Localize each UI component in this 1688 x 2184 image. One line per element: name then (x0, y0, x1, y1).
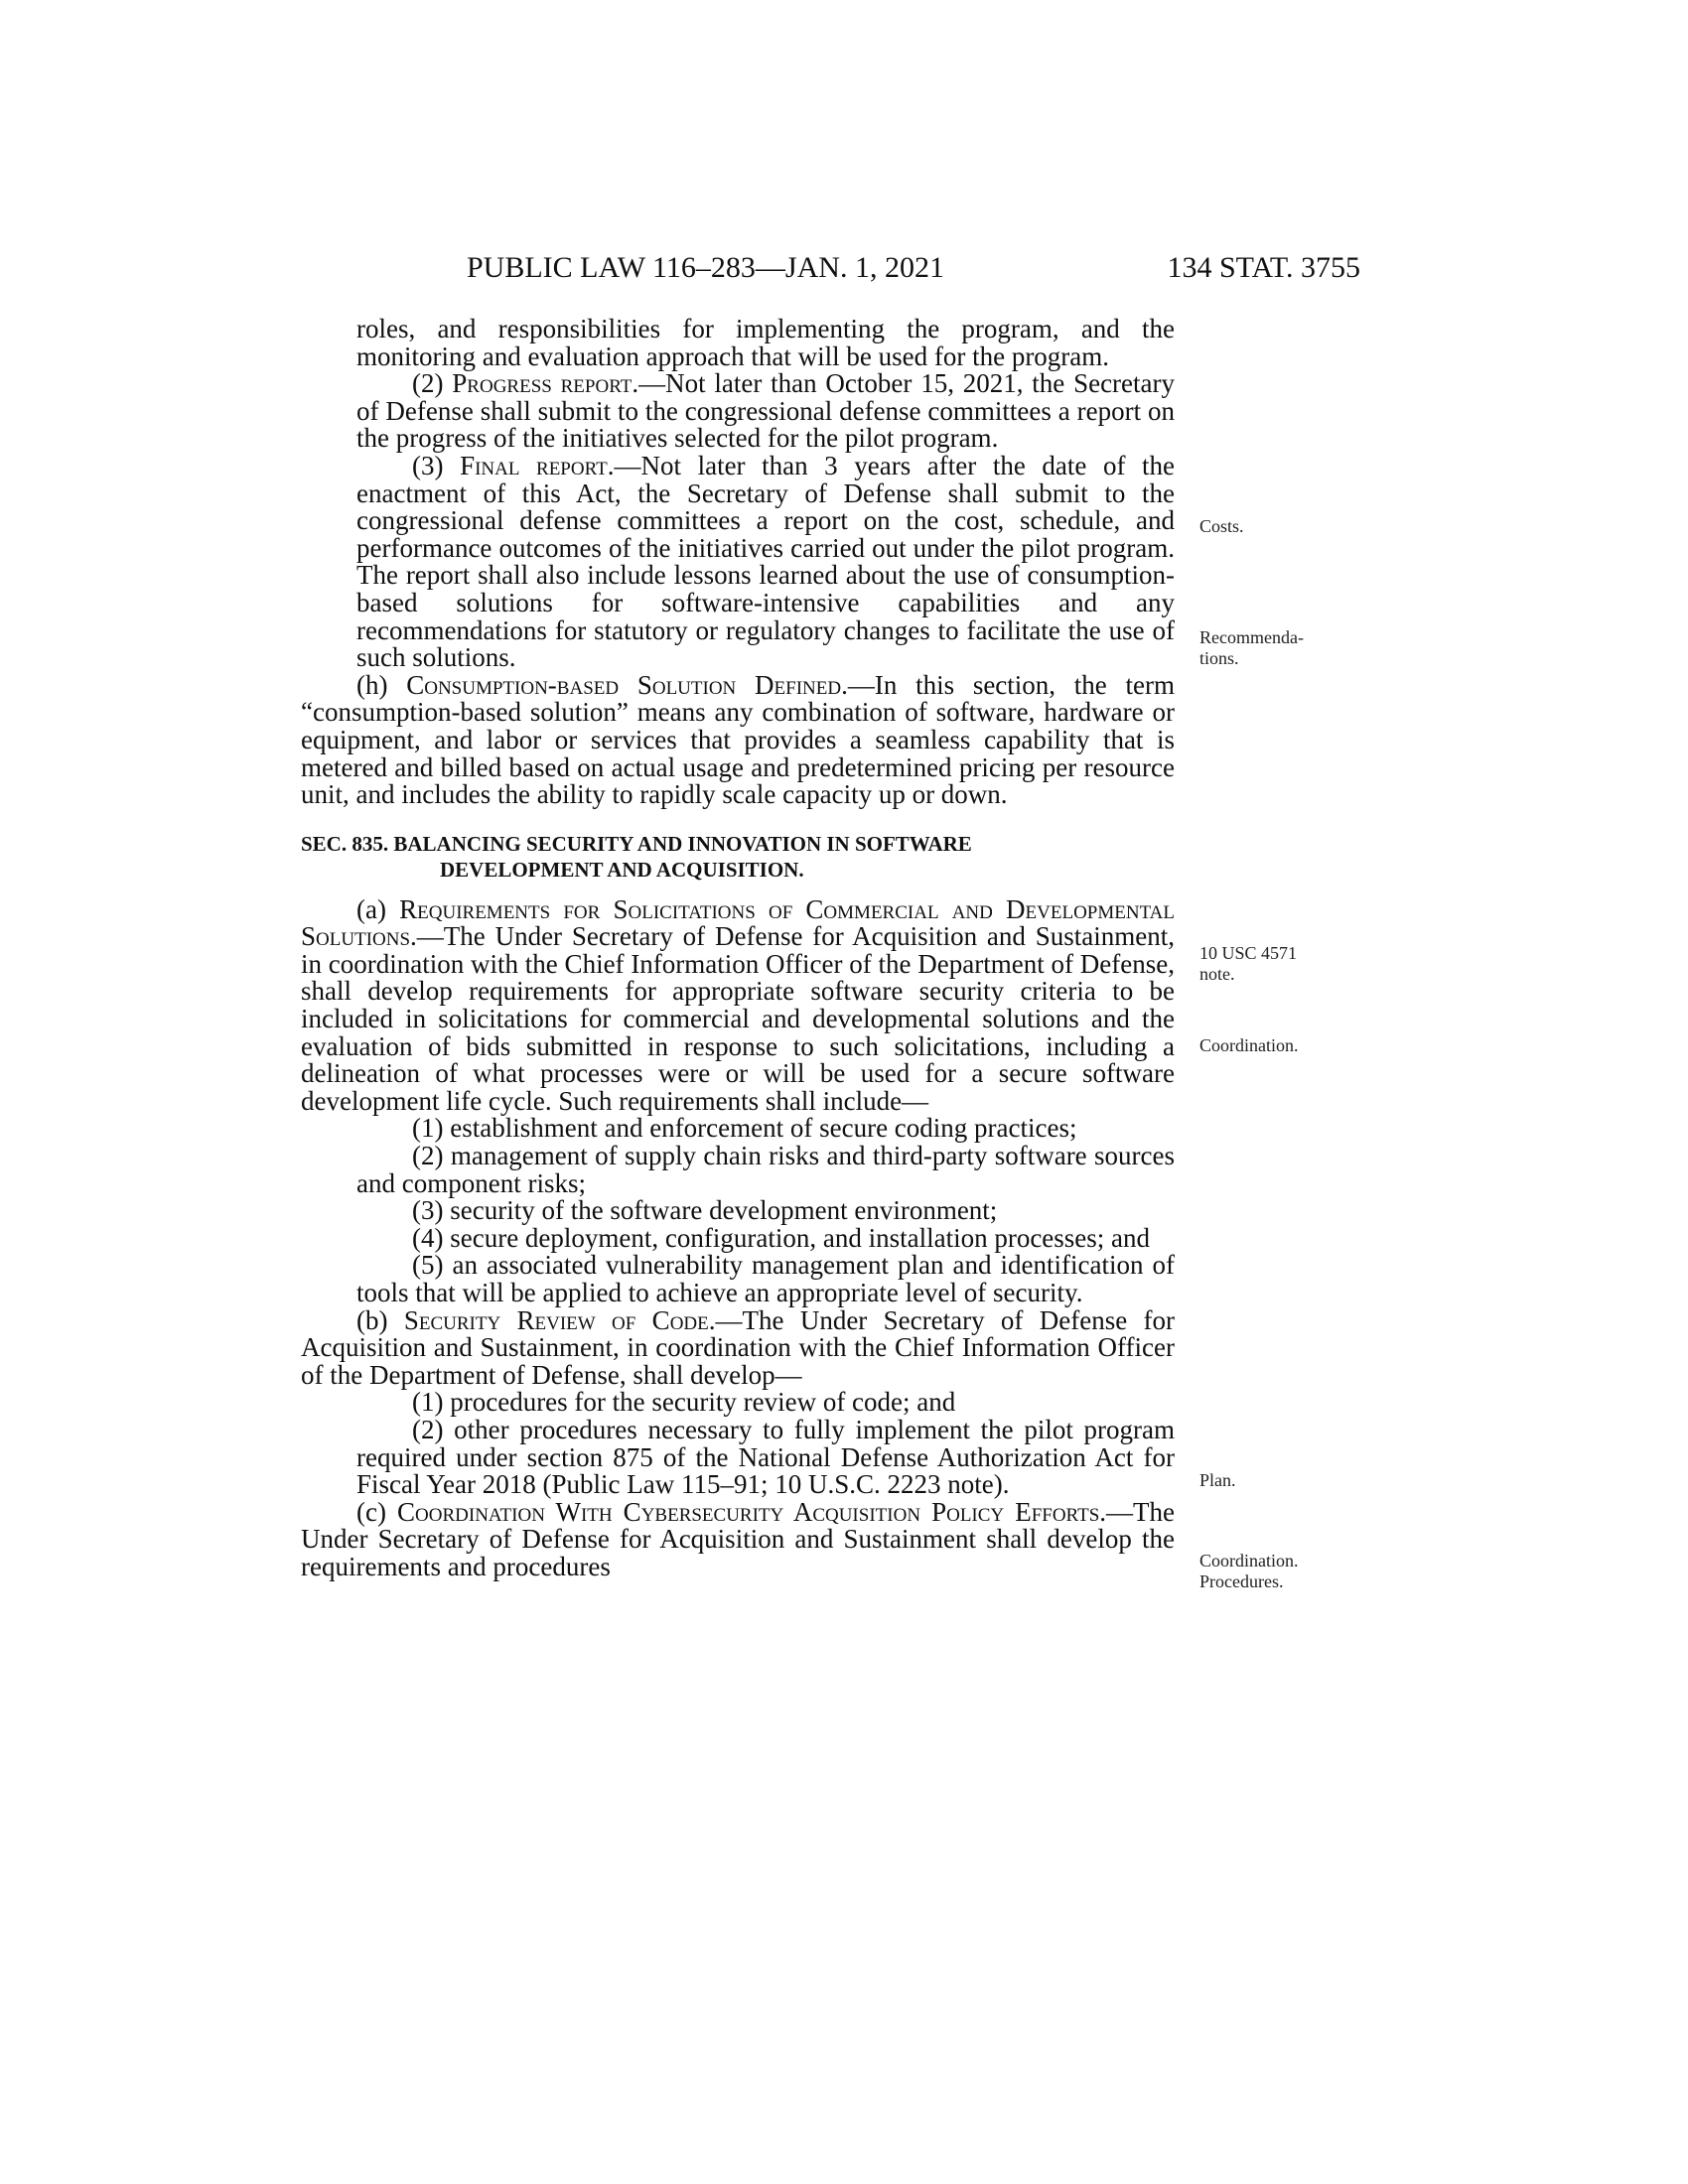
subsection-text: .—The Under Secretary of Defense for Acquisition and Sustainment, in coordination with the Chief Information Officer of the Department of Defense, shall develop requirements for appropriate software security criteria to be included in solicitations for commercial and developmental solutions and the evaluation of bids submitted in response to such solicitations, including a delineation of what processes were or will be used for a secure software development life cycle. Such requirements shall include— (301, 921, 1175, 1116)
subsection-number: (b) (356, 1304, 404, 1335)
header-public-law: PUBLIC LAW 116–283—JAN. 1, 2021 (467, 251, 944, 284)
body-text (301, 316, 1175, 1581)
paragraph-text: .—Not later than 3 years after the date of the enactment of this Act, the Secretary of Defense shall submit to the congressional defense committees a report on the cost, schedule, and performance outcomes of the initiatives carried out under the pilot program. The report shall also include lessons learned about the use of consumption-based solutions for software-intensive capabilities and any recommendations for statutory or regulatory changes to facilitate the use of such solutions. (356, 450, 1175, 673)
paragraph-number: (3) (412, 450, 461, 480)
list-item-a1: (1) establishment and enforcement of secure coding practices; (412, 1113, 1077, 1144)
subsection-a (301, 893, 1175, 1116)
subsection-number: (h) (356, 669, 407, 700)
subsection-text: .—The Under Secretary of Defense for Acquisition and Sustainment, in coordination with the Chief Information Officer of the Department of Defense, shall develop— (301, 1304, 1176, 1390)
paragraph-progress-report (301, 370, 1175, 453)
subsection-text: .—The Under Secretary of Defense for Acquisition and Sustainment shall develop the requirements and procedures (301, 1496, 1175, 1581)
section-heading-line-2: DEVELOPMENT AND ACQUISITION. (440, 857, 804, 882)
section-heading-line-1: SEC. 835. BALANCING SECURITY AND INNOVATION IN SOFTWARE (301, 831, 972, 856)
running-header (467, 248, 1360, 288)
list-item-b2: (2) other procedures necessary to fully implement the pilot program required under section 875 of the National Defense Authorization Act for Fiscal Year 2018 (Public Law 115–91; 10 U.S.C. 2223 note). (356, 1414, 1175, 1500)
list-item-a2: (2) management of supply chain risks and third-party software sources and component risks; (356, 1141, 1175, 1198)
subsection-b (301, 1304, 1176, 1390)
list-item-b1: (1) procedures for the security review of code; and (412, 1387, 956, 1418)
margin-note-line: 10 USC 4571 (1199, 943, 1298, 963)
margin-note-line: Procedures. (1199, 1571, 1284, 1591)
margin-note-recommendations (1199, 627, 1304, 669)
margin-note-coordination-procedures (1199, 1551, 1299, 1592)
margin-note-coordination: Coordination. (1199, 1035, 1299, 1055)
subsection-number: (c) (356, 1496, 398, 1527)
list-item-a3: (3) security of the software development environment; (412, 1195, 998, 1226)
margin-note-line: Recommenda- (1199, 627, 1304, 647)
subsection-heading: Consumption-based Solution Defined (406, 669, 842, 700)
paragraph-number: (2) (412, 368, 453, 399)
margin-note-costs: Costs. (1199, 516, 1244, 536)
subsection-c (301, 1496, 1175, 1581)
margin-note-line: note. (1199, 964, 1235, 984)
list-item-a4: (4) secure deployment, configuration, and installation processes; and (412, 1222, 1151, 1253)
subsection-number: (a) (356, 893, 400, 924)
subsection-h (301, 669, 1176, 810)
paragraph-continuation: roles, and responsibilities for implementing the program, and the monitoring and evaluation approach that will be used for the program. (356, 314, 1175, 371)
margin-note-plan: Plan. (1199, 1470, 1236, 1490)
subsection-heading: Requirements for Solicitations of Commercial and Developmental Solutions (301, 893, 1175, 952)
paragraph-final-report (301, 450, 1175, 673)
margin-note-line: tions. (1199, 648, 1239, 668)
subsection-heading: Security Review of Code (403, 1304, 709, 1335)
paragraph-text: .—Not later than October 15, 2021, the Secretary of Defense shall submit to the congressional defense committees a report on the progress of the initiatives selected for the pilot program. (356, 368, 1176, 454)
paragraph-heading: Progress report (452, 368, 633, 399)
margin-note-line: Coordination. (1199, 1551, 1299, 1570)
header-stat-page: 134 STAT. 3755 (1167, 251, 1360, 284)
list-item-a5: (5) an associated vulnerability management plan and identification of tools that will be applied to achieve an appropriate level of security. (356, 1250, 1175, 1307)
section-heading (301, 831, 1175, 883)
subsection-heading: Coordination With Cybersecurity Acquisition Policy Efforts (397, 1496, 1100, 1527)
subsection-text: .—In this section, the term “consumption-based solution” means any combination of software, hardware or equipment, and labor or services that provides a seamless capability that is metered and billed based on actual usage and predetermined pricing per resource unit, and includes the ability to rapidly scale capacity up or down. (301, 669, 1176, 810)
margin-note-usc (1199, 943, 1297, 985)
paragraph-heading: Final report (460, 450, 608, 480)
